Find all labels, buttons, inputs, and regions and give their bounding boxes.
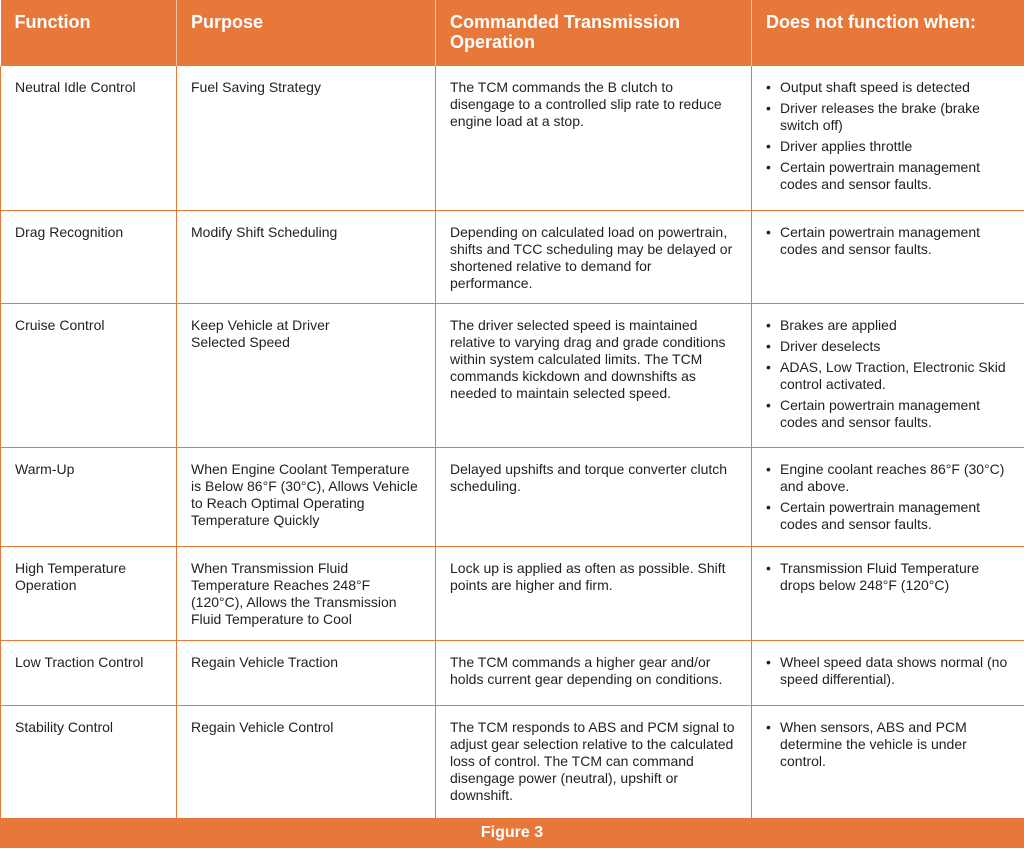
conditions-list (766, 79, 1010, 193)
cell-function: Cruise Control (1, 303, 177, 447)
bullet-icon: • (766, 396, 771, 413)
table-row (1, 705, 1024, 819)
list-item: • Wheel speed data shows normal (no speed differential). (766, 653, 1008, 687)
bullet-icon: • (766, 337, 771, 354)
cell-purpose: Regain Vehicle Traction (177, 640, 436, 705)
cell-function: Stability Control (1, 705, 177, 819)
bullet-icon: • (766, 460, 771, 477)
cell-purpose: Modify Shift Scheduling (177, 210, 436, 303)
figure-caption: Figure 3 (0, 818, 1024, 848)
cell-purpose: Regain Vehicle Control (177, 705, 436, 819)
bullet-icon: • (766, 498, 771, 515)
conditions-list (766, 224, 1010, 258)
list-item: • Certain powertrain management codes and sensor faults. (766, 498, 980, 532)
bullet-icon: • (766, 358, 771, 375)
cell-operation: Depending on calculated load on powertrain, shifts and TCC scheduling may be delayed or shortened relative to demand for performance. (436, 210, 752, 303)
bullet-icon: • (766, 316, 771, 333)
cell-operation: The driver selected speed is maintained relative to varying drag and grade conditions within system calculated limits. The TCM commands kickdown and downshifts as needed to maintain selected speed. (436, 303, 752, 447)
list-item: • Brakes are applied (766, 316, 897, 333)
conditions-list (766, 317, 1010, 431)
cell-function: Warm-Up (1, 447, 177, 546)
conditions-list (766, 461, 1010, 533)
header-does-not-function-when: Does not function when: (752, 0, 1024, 66)
table-row (1, 66, 1024, 210)
cell-operation: Lock up is applied as often as possible. Shift points are higher and firm. (436, 546, 752, 640)
conditions-list (766, 719, 1010, 770)
cell-function: High Temperature Operation (1, 546, 177, 640)
bullet-icon: • (766, 559, 771, 576)
bullet-icon: • (766, 653, 771, 670)
conditions-list (766, 560, 1010, 594)
cell-operation: The TCM commands a higher gear and/or holds current gear depending on conditions. (436, 640, 752, 705)
table-row (1, 303, 1024, 447)
cell-conditions (752, 640, 1024, 705)
cell-purpose: Keep Vehicle at Driver Selected Speed (177, 303, 436, 447)
list-item: • Driver deselects (766, 337, 881, 354)
list-item: • Certain powertrain management codes and sensor faults. (766, 396, 980, 430)
list-item: • Engine coolant reaches 86°F (30°C) and above. (766, 460, 1005, 494)
conditions-list (766, 654, 1010, 688)
cell-conditions (752, 546, 1024, 640)
list-item: • Transmission Fluid Temperature drops below 248°F (120°C) (766, 559, 980, 593)
list-item: • Driver releases the brake (brake switch off) (766, 100, 980, 133)
cell-purpose: Fuel Saving Strategy (177, 66, 436, 210)
bullet-icon: • (766, 79, 771, 95)
bullet-icon: • (766, 100, 771, 116)
bullet-icon: • (766, 223, 771, 240)
cell-conditions (752, 210, 1024, 303)
cell-conditions (752, 66, 1024, 210)
table-row (1, 640, 1024, 705)
list-item: • Output shaft speed is detected (766, 79, 970, 95)
header-commanded-operation: Commanded Transmission Operation (436, 0, 752, 66)
list-item: • Driver applies throttle (766, 138, 913, 154)
bullet-icon: • (766, 138, 771, 154)
cell-function: Low Traction Control (1, 640, 177, 705)
cell-function: Drag Recognition (1, 210, 177, 303)
cell-function: Neutral Idle Control (1, 66, 177, 210)
cell-purpose: When Transmission Fluid Temperature Reaches 248°F (120°C), Allows the Transmission Fluid Temperature to Cool (177, 546, 436, 640)
bullet-icon: • (766, 718, 771, 735)
cell-operation: Delayed upshifts and torque converter clutch scheduling. (436, 447, 752, 546)
cell-conditions (752, 303, 1024, 447)
list-item: • Certain powertrain management codes and sensor faults. (766, 159, 980, 192)
list-item: • Certain powertrain management codes and sensor faults. (766, 223, 980, 257)
table-row (1, 546, 1024, 640)
list-item: • When sensors, ABS and PCM determine the vehicle is under control. (766, 718, 967, 769)
cell-operation: The TCM responds to ABS and PCM signal to adjust gear selection relative to the calculated loss of control. The TCM can command disengage power (neutral), upshift or downshift. (436, 705, 752, 819)
cell-conditions (752, 705, 1024, 819)
table-row (1, 447, 1024, 546)
cell-purpose: When Engine Coolant Temperature is Below 86°F (30°C), Allows Vehicle to Reach Optimal Operating Temperature Quickly (177, 447, 436, 546)
list-item: • ADAS, Low Traction, Electronic Skid control activated. (766, 358, 1006, 392)
table-header-row (1, 0, 1024, 66)
cell-operation: The TCM commands the B clutch to disengage to a controlled slip rate to reduce engine load at a stop. (436, 66, 752, 210)
bullet-icon: • (766, 159, 771, 175)
header-purpose: Purpose (177, 0, 436, 66)
table-row (1, 210, 1024, 303)
header-function: Function (1, 0, 177, 66)
cell-conditions (752, 447, 1024, 546)
